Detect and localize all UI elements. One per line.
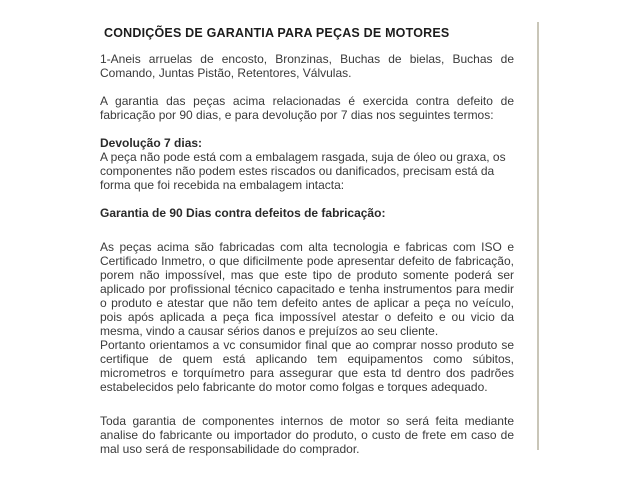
warranty-policy-heading: Garantia de 90 Dias contra defeitos de fabricação: <box>100 206 386 220</box>
return-policy-paragraph: A peça não pode está com a embalagem rasgada, suja de óleo ou graxa, os componentes não podem estes riscados ou danificados, precisam está da forma que foi recebida na embalagem intacta: <box>100 150 506 192</box>
warranty-summary-paragraph: A garantia das peças acima relacionadas é exercida contra defeito de fabricação por 90 dias, e para devolução por 7 dias nos seguintes termos: <box>100 94 514 122</box>
warranty-policy-paragraph-1: As peças acima são fabricadas com alta tecnologia e fabricas com ISO e Certificado Inmetro, o que dificilmente pode apresentar defeito de fabricação, porem não impossível, mas que este tipo de produto somente poderá ser aplicado por profissional técnico capacitado e tenha instrumentos para medir o produto e atestar que não tem defeito antes de aplicar a peça no veículo, pois após aplicada a peça fica impossível atestar o defeito e ou vicio da mesma, vindo a causar sérios danos e prejuízos ao seu cliente. <box>100 240 514 338</box>
right-divider-line <box>537 22 539 450</box>
document-body <box>100 26 514 456</box>
document-title: CONDIÇÕES DE GARANTIA PARA PEÇAS DE MOTORES <box>104 26 450 40</box>
parts-list-paragraph: 1-Aneis arruelas de encosto, Bronzinas, Buchas de bielas, Buchas de Comando, Juntas Pistão, Retentores, Válvulas. <box>100 52 514 80</box>
closing-note-paragraph: Toda garantia de componentes internos de motor so será feita mediante analise do fabricante ou importador do produto, o custo de frete em caso de mal uso será de responsabilidade do comprador. <box>100 414 514 456</box>
return-policy-heading: Devolução 7 dias: <box>100 136 203 150</box>
warranty-policy-paragraph-2: Portanto orientamos a vc consumidor final que ao comprar nosso produto se certifique de quem está aplicando tem equipamentos como súbitos, micrometros e torquímetro para assegurar que esta td dentro dos padrões estabelecidos pelo fabricante do motor como folgas e torques adequado. <box>100 338 514 394</box>
